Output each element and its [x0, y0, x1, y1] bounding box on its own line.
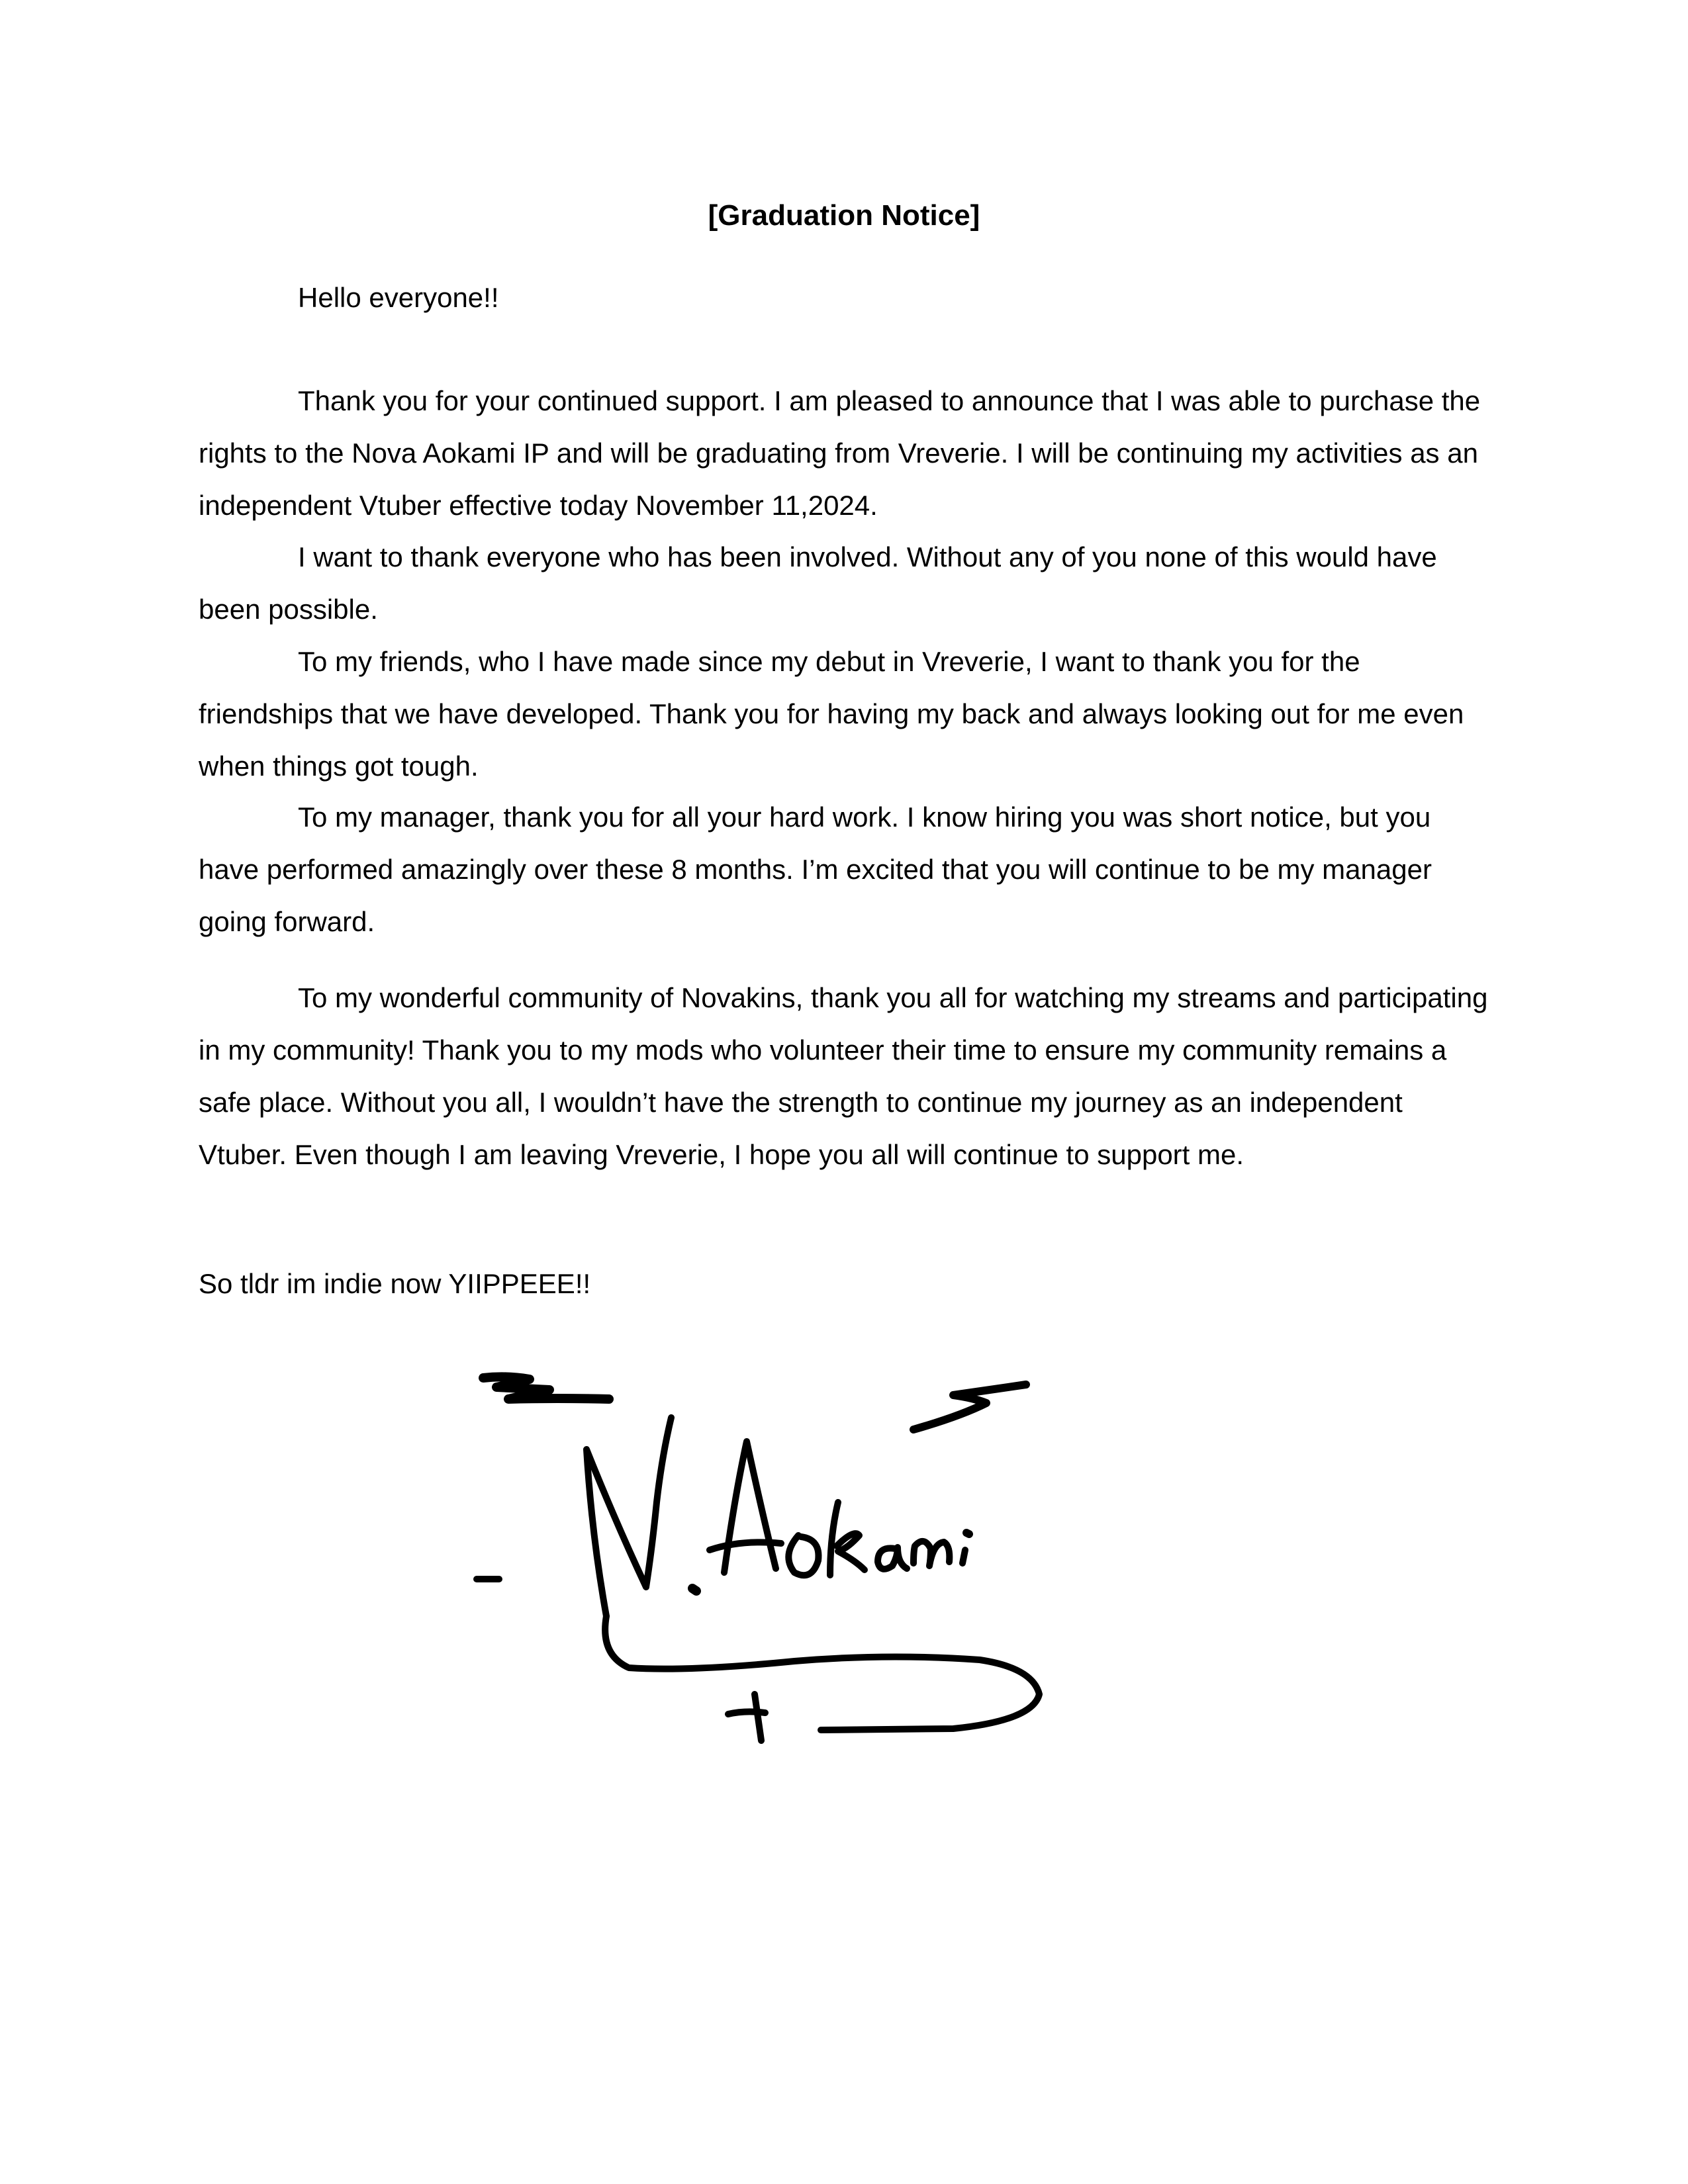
paragraph-manager: To my manager, thank you for all your hard work. I know hiring you was short notice, but you have performed amazingly over these 8 months. I’m excited that you will continue to be my manager going forward. — [199, 801, 1432, 937]
paragraph-thanks-everyone: I want to thank everyone who has been involved. Without any of you none of this would have been possible. — [199, 541, 1437, 625]
handwritten-signature — [450, 1350, 1165, 1780]
greeting: Hello everyone!! — [298, 282, 499, 313]
closing-line: So tldr im indie now YIIPPEEE!! — [199, 1268, 591, 1299]
paragraph-friends: To my friends, who I have made since my debut in Vreverie, I want to thank you for the friendships that we have developed. Thank you for having my back and always looking out for me even when things got tough. — [199, 646, 1464, 782]
document-title: [Graduation Notice] — [708, 199, 980, 232]
paragraph-community: To my wonderful community of Novakins, thank you all for watching my streams and participating in my community! Thank you to my mods who volunteer their time to ensure my community remains a safe place. Without you all, I wouldn’t have the strength to continue my journey as an independent Vtuber. Even though I am leaving Vreverie, I hope you all will continue to support me. — [199, 982, 1488, 1170]
paragraph-announcement: Thank you for your continued support. I am pleased to announce that I was able to purchase the rights to the Nova Aokami IP and will be graduating from Vreverie. I will be continuing my activities as an independent Vtuber effective today November 11,2024. — [199, 385, 1481, 521]
